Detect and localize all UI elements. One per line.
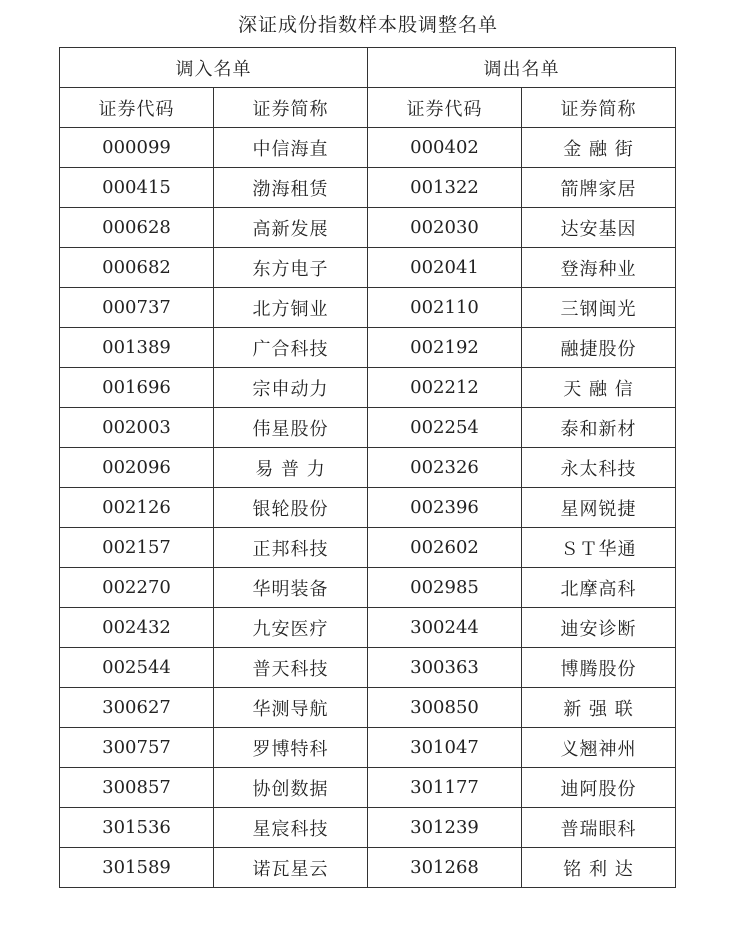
added-security-code: 000682 xyxy=(60,248,214,288)
added-security-code: 300627 xyxy=(60,688,214,728)
removed-security-code: 002192 xyxy=(368,328,522,368)
removed-security-name: 博腾股份 xyxy=(522,648,676,688)
table-row xyxy=(60,408,676,448)
added-security-name: 北方铜业 xyxy=(214,288,368,328)
removed-security-name: 新 强 联 xyxy=(522,688,676,728)
removed-security-code: 002396 xyxy=(368,488,522,528)
added-security-name: 伟星股份 xyxy=(214,408,368,448)
table-row xyxy=(60,128,676,168)
added-security-code: 301589 xyxy=(60,848,214,888)
removed-security-code: 002041 xyxy=(368,248,522,288)
added-security-name: 罗博特科 xyxy=(214,728,368,768)
added-security-name: 广合科技 xyxy=(214,328,368,368)
added-security-code: 000628 xyxy=(60,208,214,248)
constituent-adjustment-table xyxy=(59,47,676,888)
added-security-name: 华明装备 xyxy=(214,568,368,608)
removed-security-name: 普瑞眼科 xyxy=(522,808,676,848)
removed-security-name: 迪安诊断 xyxy=(522,608,676,648)
removed-security-code: 300850 xyxy=(368,688,522,728)
added-security-name: 诺瓦星云 xyxy=(214,848,368,888)
table-row xyxy=(60,448,676,488)
removed-security-name: 星网锐捷 xyxy=(522,488,676,528)
removed-security-name: 迪阿股份 xyxy=(522,768,676,808)
added-security-code: 001389 xyxy=(60,328,214,368)
removed-security-name: 三钢闽光 xyxy=(522,288,676,328)
added-security-code: 002157 xyxy=(60,528,214,568)
added-security-code: 002126 xyxy=(60,488,214,528)
removed-security-code: 301047 xyxy=(368,728,522,768)
added-security-name: 东方电子 xyxy=(214,248,368,288)
removed-security-name: 永太科技 xyxy=(522,448,676,488)
added-security-name: 华测导航 xyxy=(214,688,368,728)
table-row xyxy=(60,808,676,848)
table-row xyxy=(60,288,676,328)
added-security-code: 002270 xyxy=(60,568,214,608)
added-security-code: 000415 xyxy=(60,168,214,208)
added-security-code: 002096 xyxy=(60,448,214,488)
removed-security-name: 金 融 街 xyxy=(522,128,676,168)
removed-security-code: 301177 xyxy=(368,768,522,808)
removed-security-name: 天 融 信 xyxy=(522,368,676,408)
table-row xyxy=(60,648,676,688)
removed-security-name: 铭 利 达 xyxy=(522,848,676,888)
removed-security-name: 箭牌家居 xyxy=(522,168,676,208)
added-security-name: 高新发展 xyxy=(214,208,368,248)
added-list-header: 调入名单 xyxy=(60,48,368,88)
removed-security-name: 义翘神州 xyxy=(522,728,676,768)
removed-security-code: 300363 xyxy=(368,648,522,688)
table-row xyxy=(60,568,676,608)
added-security-code: 001696 xyxy=(60,368,214,408)
table-row xyxy=(60,488,676,528)
removed-security-code: 300244 xyxy=(368,608,522,648)
removed-security-code: 002326 xyxy=(368,448,522,488)
added-security-code: 300857 xyxy=(60,768,214,808)
removed-security-name: ＳＴ华通 xyxy=(522,528,676,568)
removed-security-code: 001322 xyxy=(368,168,522,208)
removed-security-name: 泰和新材 xyxy=(522,408,676,448)
added-security-code: 000099 xyxy=(60,128,214,168)
removed-name-header: 证券简称 xyxy=(522,88,676,128)
removed-security-name: 融捷股份 xyxy=(522,328,676,368)
removed-security-code: 301268 xyxy=(368,848,522,888)
removed-security-code: 002254 xyxy=(368,408,522,448)
added-security-name: 渤海租赁 xyxy=(214,168,368,208)
table-row xyxy=(60,328,676,368)
table-row xyxy=(60,608,676,648)
added-security-name: 九安医疗 xyxy=(214,608,368,648)
removed-security-name: 登海种业 xyxy=(522,248,676,288)
removed-security-code: 002030 xyxy=(368,208,522,248)
added-security-code: 000737 xyxy=(60,288,214,328)
added-security-name: 中信海直 xyxy=(214,128,368,168)
column-header-row xyxy=(60,88,676,128)
removed-code-header: 证券代码 xyxy=(368,88,522,128)
added-security-name: 正邦科技 xyxy=(214,528,368,568)
removed-security-code: 000402 xyxy=(368,128,522,168)
removed-security-code: 002110 xyxy=(368,288,522,328)
added-security-code: 002003 xyxy=(60,408,214,448)
added-security-name: 银轮股份 xyxy=(214,488,368,528)
table-row xyxy=(60,768,676,808)
table-row xyxy=(60,248,676,288)
table-row xyxy=(60,688,676,728)
removed-security-code: 002602 xyxy=(368,528,522,568)
added-security-name: 协创数据 xyxy=(214,768,368,808)
added-security-code: 301536 xyxy=(60,808,214,848)
removed-security-name: 北摩高科 xyxy=(522,568,676,608)
table-row xyxy=(60,368,676,408)
added-security-name: 普天科技 xyxy=(214,648,368,688)
added-security-name: 星宸科技 xyxy=(214,808,368,848)
removed-security-code: 002212 xyxy=(368,368,522,408)
added-name-header: 证券简称 xyxy=(214,88,368,128)
removed-security-code: 002985 xyxy=(368,568,522,608)
added-security-code: 300757 xyxy=(60,728,214,768)
table-row xyxy=(60,208,676,248)
removed-security-code: 301239 xyxy=(368,808,522,848)
document-title: 深证成份指数样本股调整名单 xyxy=(237,14,498,36)
added-security-name: 易 普 力 xyxy=(214,448,368,488)
table-row xyxy=(60,728,676,768)
table-row xyxy=(60,848,676,888)
added-security-code: 002544 xyxy=(60,648,214,688)
table-row xyxy=(60,528,676,568)
added-security-code: 002432 xyxy=(60,608,214,648)
table-body xyxy=(60,128,676,888)
added-security-name: 宗申动力 xyxy=(214,368,368,408)
table-row xyxy=(60,168,676,208)
group-header-row xyxy=(60,48,676,88)
added-code-header: 证券代码 xyxy=(60,88,214,128)
removed-list-header: 调出名单 xyxy=(368,48,676,88)
removed-security-name: 达安基因 xyxy=(522,208,676,248)
